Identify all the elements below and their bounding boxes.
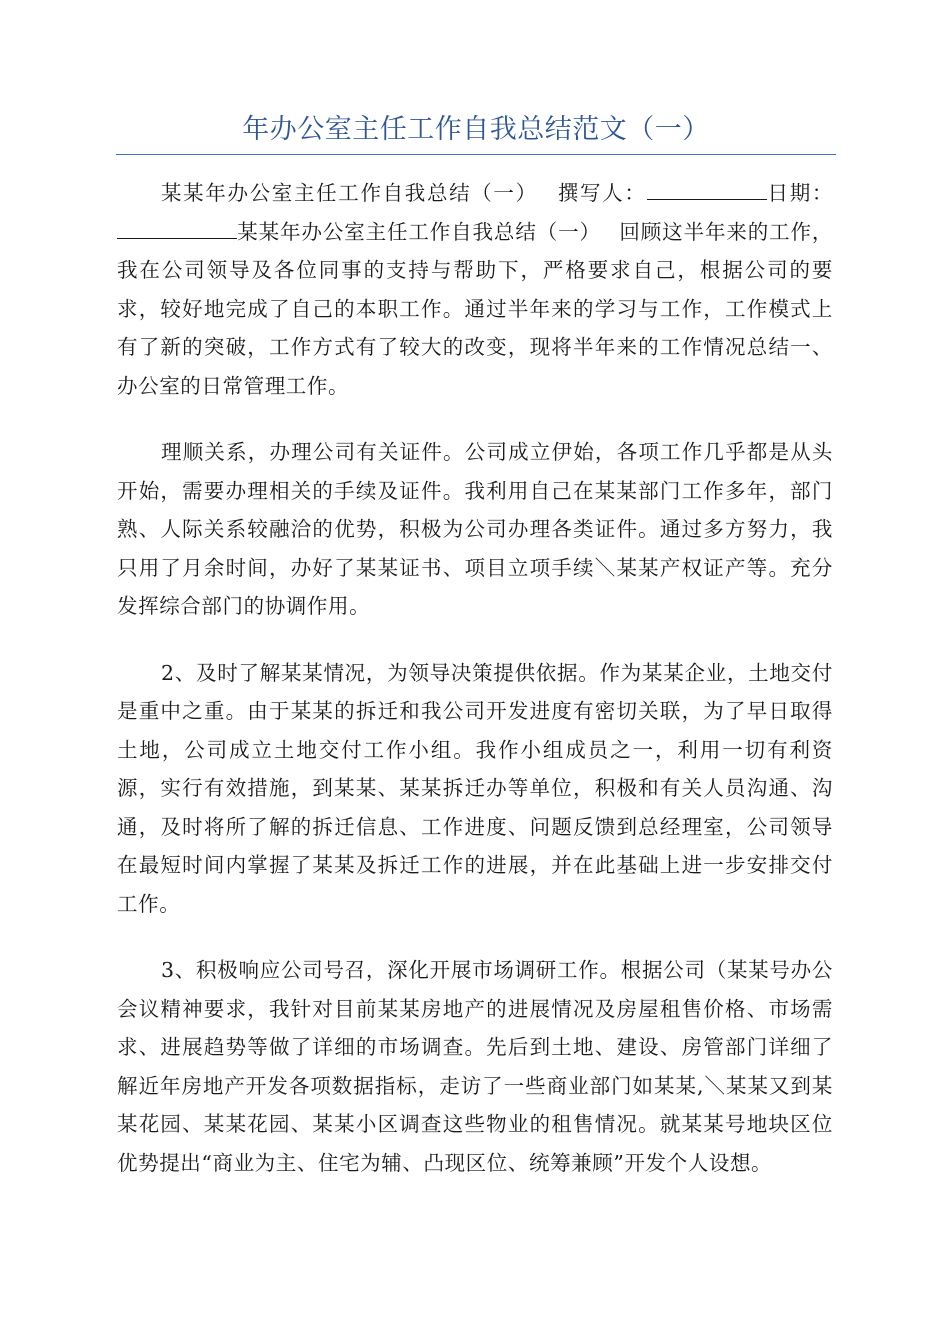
paragraph-text: 某某年办公室主任工作自我总结（一） 回顾这半年来的工作，我在公司领导及各位同事的支持与帮助下，严格要求自己，根据公司的要求，较好地完成了自己的本职工作。通过半年来的学习与工作，工作模式上有了新的突破，工作方式有了较大的改变，现将半年来的工作情况总结一、办公室的日常管理工作。 (117, 219, 833, 398)
paragraph-text: 3、积极响应公司号召，深化开展市场调研工作。根据公司（某某号办公会议精神要求，我针对目前某某房地产的进展情况及房屋租售价格、市场需求、进展趋势等做了详细的市场调查。先后到土地、建设、房管部门详细了解近年房地产开发各项数据指标，走访了一些商业部门如某某,＼某某又到某某花园、某某花园、某某小区调查这些物业的租售情况。就某某号地块区位优势提出“商业为主、住宅为辅、凸现区位、统筹兼顾”开发个人设想。 (117, 958, 833, 1175)
paragraph (117, 174, 833, 405)
paragraph-text: 理顺关系，办理公司有关证件。公司成立伊始，各项工作几乎都是从头开始，需要办理相关的手续及证件。我利用自己在某某部门工作多年，部门熟、人际关系较融洽的优势，积极为公司办理各类证件。通过多方努力，我只用了月余时间，办好了某某证书、项目立项手续＼某某产权证产等。充分发挥综合部门的协调作用。 (117, 440, 833, 618)
document-body (117, 174, 833, 1210)
paragraph (117, 654, 833, 924)
document-title: 年办公室主任工作自我总结范文（一） (242, 114, 710, 145)
paragraph-text: 2、及时了解某某情况，为领导决策提供依据。作为某某企业，土地交付是重中之重。由于某某的拆迁和我公司开发进度有密切关联，为了早日取得土地，公司成立土地交付工作小组。我作小组成员之一，利用一切有利资源，实行有效措施，到某某、某某拆迁办等单位，积极和有关人员沟通、沟通，及时将所了解的拆迁信息、工作进度、问题反馈到总经理室，公司领导在最短时间内掌握了某某及拆迁工作的进展，并在此基础上进一步安排交付工作。 (117, 660, 833, 916)
paragraph (117, 951, 833, 1182)
paragraph-text: 某某年办公室主任工作自我总结（一） 撰写人： (161, 181, 647, 205)
author-blank (647, 181, 767, 200)
paragraph-text: 日期： (766, 181, 833, 205)
paragraph (117, 433, 833, 626)
title-underline (116, 154, 836, 155)
date-blank (117, 220, 237, 239)
